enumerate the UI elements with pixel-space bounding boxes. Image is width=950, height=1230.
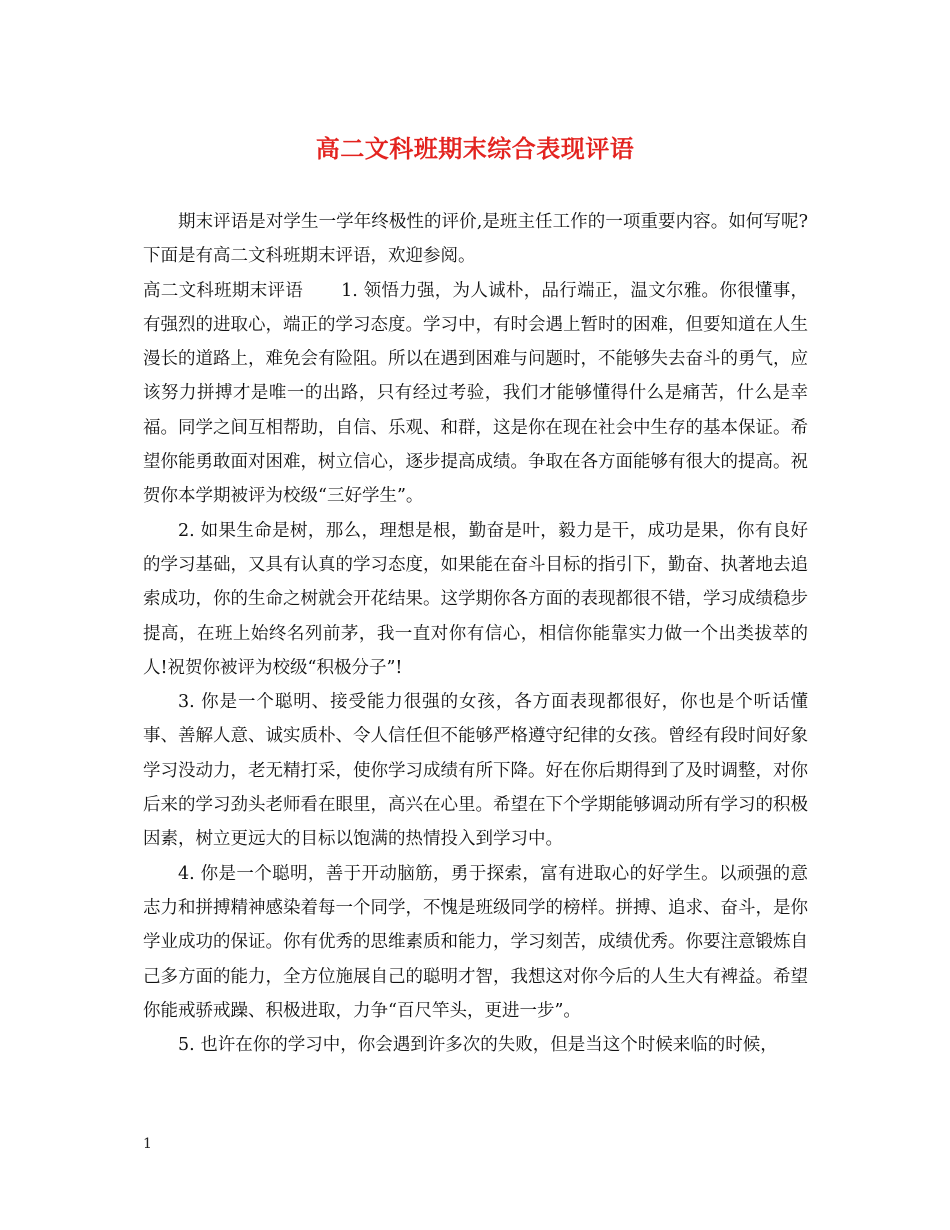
- comment-paragraph-2: 2. 如果生命是树，那么，理想是根，勤奋是叶，毅力是干，成功是果，你有良好的学习基础，又具有认真的学习态度，如果能在奋斗目标的指引下，勤奋、执著地去追索成功，你的生命之树就会开花结果。这学期你各方面的表现都很不错，学习成绩稳步提高，在班上始终名列前茅，我一直对你有信心，相信你能靠实力做一个出类拔萃的人!祝贺你被评为校级“积极分子”!: [143, 520, 808, 678]
- comment-paragraph-3: 3. 你是一个聪明、接受能力很强的女孩，各方面表现都很好，你也是个听话懂事、善解人意、诚实质朴、令人信任但不能够严格遵守纪律的女孩。曾经有段时间好象学习没动力，老无精打采，使你学习成绩有所下降。好在你后期得到了及时调整，对你后来的学习劲头老师看在眼里，高兴在心里。希望在下个学期能够调动所有学习的积极因素，树立更远大的目标以饱满的热情投入到学习中。: [143, 692, 808, 850]
- page-title: 高二文科班期末综合表现评语: [315, 134, 635, 163]
- comment-paragraph-1: [143, 274, 808, 514]
- document-body: [143, 205, 808, 1062]
- comment-paragraph-4: 4. 你是一个聪明，善于开动脑筋，勇于探索，富有进取心的好学生。以顽强的意志力和拼搏精神感染着每一个同学，不愧是班级同学的榜样。拼搏、追求、奋斗，是你学业成功的保证。你有优秀的思维素质和能力，学习刻苦，成绩优秀。你要注意锻炼自己多方面的能力，全方位施展自己的聪明才智，我想这对你今后的人生大有裨益。希望你能戒骄戒躁、积极进取，力争“百尺竿头，更进一步”。: [143, 863, 808, 1021]
- page-number: 1: [143, 1136, 152, 1152]
- intro-paragraph: 期末评语是对学生一学年终极性的评价,是班主任工作的一项重要内容。如何写呢?下面是有高二文科班期末评语，欢迎参阅。: [143, 212, 808, 267]
- comment-text-1: 1. 领悟力强，为人诚朴，品行端正，温文尔雅。你很懂事，有强烈的进取心，端正的学习态度。学习中，有时会遇上暂时的困难，但要知道在人生漫长的道路上，难免会有险阻。所以在遇到困难与问题时，不能够失去奋斗的勇气，应该努力拼搏才是唯一的出路，只有经过考验，我们才能够懂得什么是痛苦，什么是幸福。同学之间互相帮助，自信、乐观、和群，这是你在现在社会中生存的基本保证。希望你能勇敢面对困难，树立信心，逐步提高成绩。争取在各方面能够有很大的提高。祝贺你本学期被评为校级“三好学生”。: [143, 280, 808, 507]
- section-heading: 高二文科班期末评语: [143, 280, 304, 301]
- comment-paragraph-5: 5. 也许在你的学习中，你会遇到许多次的失败，但是当这个时候来临的时候，: [178, 1035, 778, 1056]
